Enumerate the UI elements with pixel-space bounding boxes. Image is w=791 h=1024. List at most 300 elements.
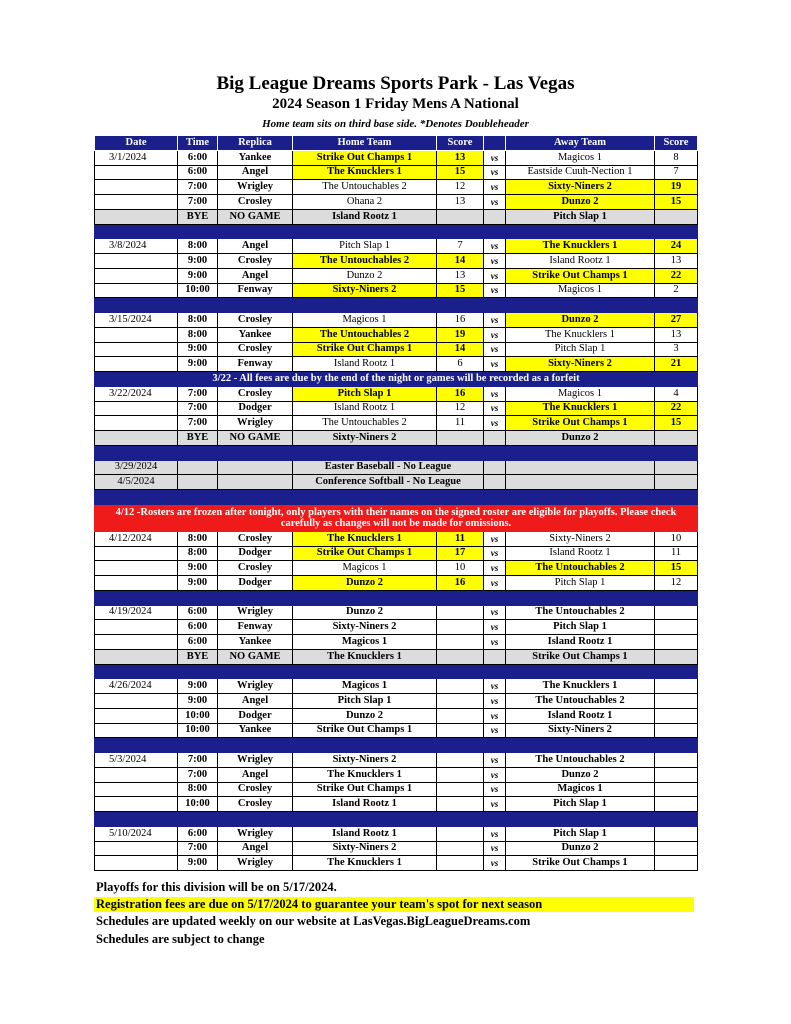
away-team-cell: Dunzo 2 xyxy=(506,841,655,856)
bye-row xyxy=(95,431,698,446)
date-cell xyxy=(95,431,178,446)
separator-cell xyxy=(178,590,218,605)
game-row xyxy=(95,605,698,620)
separator-cell xyxy=(506,590,655,605)
game-row xyxy=(95,342,698,357)
separator-cell xyxy=(655,812,698,827)
week-separator xyxy=(95,445,698,460)
home-score-cell xyxy=(437,856,484,871)
separator-cell xyxy=(655,445,698,460)
separator-cell xyxy=(484,298,506,313)
date-cell: 3/22/2024 xyxy=(95,386,178,401)
game-row xyxy=(95,416,698,431)
home-score-cell xyxy=(437,782,484,797)
game-row xyxy=(95,268,698,283)
away-score-cell xyxy=(655,856,698,871)
no-league-row xyxy=(95,475,698,490)
field-cell: Angel xyxy=(218,165,293,180)
date-cell: 3/15/2024 xyxy=(95,313,178,328)
vs-cell: vs xyxy=(484,753,506,768)
home-team-cell: Dunzo 2 xyxy=(293,708,437,723)
date-cell xyxy=(95,268,178,283)
separator-cell xyxy=(95,490,178,505)
date-cell: 4/12/2024 xyxy=(95,531,178,546)
vs-cell xyxy=(484,460,506,475)
field-cell: Wrigley xyxy=(218,416,293,431)
home-score-cell xyxy=(437,753,484,768)
away-team-cell: Pitch Slap 1 xyxy=(506,342,655,357)
time-cell: 9:00 xyxy=(178,561,218,576)
game-row xyxy=(95,180,698,195)
field-cell: Yankee xyxy=(218,327,293,342)
home-team-cell: Sixty-Niners 2 xyxy=(293,841,437,856)
away-team-cell: Sixty-Niners 2 xyxy=(506,180,655,195)
home-team-cell: Magicos 1 xyxy=(293,635,437,650)
col-header-away-team: Away Team xyxy=(506,136,655,151)
away-score-cell: 2 xyxy=(655,283,698,298)
field-cell: Crosley xyxy=(218,254,293,269)
home-score-cell: 10 xyxy=(437,561,484,576)
away-score-cell xyxy=(655,797,698,812)
date-cell xyxy=(95,327,178,342)
date-cell xyxy=(95,620,178,635)
game-row xyxy=(95,150,698,165)
game-row xyxy=(95,679,698,694)
home-score-cell xyxy=(437,723,484,738)
date-cell xyxy=(95,694,178,709)
home-team-cell: Island Rootz 1 xyxy=(293,797,437,812)
away-score-cell: 7 xyxy=(655,165,698,180)
separator-cell xyxy=(218,664,293,679)
vs-cell xyxy=(484,649,506,664)
time-cell: 9:00 xyxy=(178,342,218,357)
field-cell: Angel xyxy=(218,694,293,709)
vs-cell: vs xyxy=(484,313,506,328)
home-score-cell: 7 xyxy=(437,239,484,254)
field-cell: Crosley xyxy=(218,386,293,401)
home-team-cell: Strike Out Champs 1 xyxy=(293,723,437,738)
home-team-cell: The Knucklers 1 xyxy=(293,165,437,180)
week-separator xyxy=(95,738,698,753)
time-cell: 7:00 xyxy=(178,416,218,431)
game-row xyxy=(95,797,698,812)
separator-cell xyxy=(218,445,293,460)
vs-cell: vs xyxy=(484,679,506,694)
vs-cell: vs xyxy=(484,268,506,283)
separator-cell xyxy=(218,590,293,605)
date-cell xyxy=(95,841,178,856)
time-cell: 10:00 xyxy=(178,797,218,812)
field-cell: Crosley xyxy=(218,797,293,812)
date-cell xyxy=(95,767,178,782)
date-cell xyxy=(95,635,178,650)
away-team-cell: Island Rootz 1 xyxy=(506,708,655,723)
away-score-cell: 12 xyxy=(655,576,698,591)
time-cell: 6:00 xyxy=(178,605,218,620)
vs-cell: vs xyxy=(484,694,506,709)
separator-cell xyxy=(437,664,484,679)
separator-cell xyxy=(95,445,178,460)
home-score-cell xyxy=(437,694,484,709)
game-row xyxy=(95,195,698,210)
home-score-cell: 15 xyxy=(437,283,484,298)
home-score-cell xyxy=(437,649,484,664)
separator-cell xyxy=(95,664,178,679)
home-score-cell: 6 xyxy=(437,357,484,372)
footer-playoffs: Playoffs for this division will be on 5/17/2024. xyxy=(96,880,337,894)
time-cell: 6:00 xyxy=(178,150,218,165)
time-cell: 7:00 xyxy=(178,195,218,210)
field-cell: Dodger xyxy=(218,576,293,591)
time-cell: 6:00 xyxy=(178,635,218,650)
time-cell: 7:00 xyxy=(178,841,218,856)
game-row xyxy=(95,401,698,416)
time-cell: 8:00 xyxy=(178,327,218,342)
home-score-cell xyxy=(437,209,484,224)
separator-cell xyxy=(437,298,484,313)
separator-cell xyxy=(178,490,218,505)
date-cell xyxy=(95,195,178,210)
document-note: Home team sits on third base side. *Denotes Doubleheader xyxy=(262,118,529,130)
game-row xyxy=(95,254,698,269)
separator-cell xyxy=(484,812,506,827)
separator-cell xyxy=(95,590,178,605)
time-cell: 10:00 xyxy=(178,283,218,298)
away-team-cell: Magicos 1 xyxy=(506,150,655,165)
home-score-cell: 13 xyxy=(437,268,484,283)
date-cell xyxy=(95,797,178,812)
home-team-cell: Strike Out Champs 1 xyxy=(293,782,437,797)
game-row xyxy=(95,239,698,254)
away-score-cell xyxy=(655,679,698,694)
field-cell: Crosley xyxy=(218,195,293,210)
separator-cell xyxy=(655,738,698,753)
separator-cell xyxy=(293,812,437,827)
date-cell xyxy=(95,723,178,738)
away-score-cell: 13 xyxy=(655,327,698,342)
vs-cell: vs xyxy=(484,826,506,841)
time-cell: 8:00 xyxy=(178,546,218,561)
time-cell: 9:00 xyxy=(178,694,218,709)
home-team-cell: The Untouchables 2 xyxy=(293,254,437,269)
away-score-cell: 24 xyxy=(655,239,698,254)
fee-notice-row xyxy=(95,372,698,387)
away-team-cell: Magicos 1 xyxy=(506,782,655,797)
time-cell: 8:00 xyxy=(178,313,218,328)
separator-cell xyxy=(506,812,655,827)
home-score-cell xyxy=(437,431,484,446)
field-cell: Wrigley xyxy=(218,856,293,871)
away-score-cell xyxy=(655,649,698,664)
home-team-cell: Pitch Slap 1 xyxy=(293,239,437,254)
time-cell xyxy=(178,475,218,490)
separator-cell xyxy=(655,490,698,505)
away-score-cell: 15 xyxy=(655,561,698,576)
away-score-cell: 22 xyxy=(655,401,698,416)
vs-cell: vs xyxy=(484,782,506,797)
time-cell: 8:00 xyxy=(178,239,218,254)
field-cell: Angel xyxy=(218,841,293,856)
vs-cell: vs xyxy=(484,856,506,871)
col-header-away-score: Score xyxy=(655,136,698,151)
vs-cell: vs xyxy=(484,841,506,856)
separator-cell xyxy=(95,224,178,239)
home-team-cell: Ohana 2 xyxy=(293,195,437,210)
date-cell xyxy=(95,416,178,431)
game-row xyxy=(95,841,698,856)
field-cell: Wrigley xyxy=(218,605,293,620)
date-cell xyxy=(95,708,178,723)
separator-cell xyxy=(293,664,437,679)
game-row xyxy=(95,753,698,768)
separator-cell xyxy=(293,490,437,505)
date-cell xyxy=(95,856,178,871)
field-cell: Crosley xyxy=(218,313,293,328)
away-score-cell xyxy=(655,620,698,635)
vs-cell xyxy=(484,209,506,224)
document-subtitle: 2024 Season 1 Friday Mens A National xyxy=(272,96,519,112)
home-score-cell: 13 xyxy=(437,195,484,210)
field-cell: Dodger xyxy=(218,546,293,561)
home-score-cell xyxy=(437,620,484,635)
date-cell xyxy=(95,576,178,591)
home-score-cell xyxy=(437,826,484,841)
away-score-cell xyxy=(655,694,698,709)
schedule-body xyxy=(95,136,698,871)
game-row xyxy=(95,635,698,650)
field-cell: Crosley xyxy=(218,782,293,797)
week-separator xyxy=(95,298,698,313)
date-cell: 4/19/2024 xyxy=(95,605,178,620)
separator-cell xyxy=(655,590,698,605)
field-cell: NO GAME xyxy=(218,649,293,664)
home-team-cell: Magicos 1 xyxy=(293,313,437,328)
away-team-cell xyxy=(506,475,655,490)
game-row xyxy=(95,283,698,298)
vs-cell: vs xyxy=(484,239,506,254)
away-team-cell: The Untouchables 2 xyxy=(506,753,655,768)
field-cell: Angel xyxy=(218,239,293,254)
away-score-cell: 10 xyxy=(655,531,698,546)
away-team-cell: Island Rootz 1 xyxy=(506,254,655,269)
time-cell: 7:00 xyxy=(178,386,218,401)
game-row xyxy=(95,782,698,797)
vs-cell: vs xyxy=(484,767,506,782)
separator-cell xyxy=(293,445,437,460)
week-separator xyxy=(95,590,698,605)
footer-registration: Registration fees are due on 5/17/2024 to guarantee your team's spot for next season xyxy=(94,897,694,912)
home-score-cell: 13 xyxy=(437,150,484,165)
away-team-cell: Eastside Cuuh-Nection 1 xyxy=(506,165,655,180)
away-team-cell: Pitch Slap 1 xyxy=(506,620,655,635)
away-team-cell: Dunzo 2 xyxy=(506,313,655,328)
separator-cell xyxy=(218,298,293,313)
field-cell: Crosley xyxy=(218,342,293,357)
game-row xyxy=(95,767,698,782)
away-team-cell: Strike Out Champs 1 xyxy=(506,416,655,431)
bye-row xyxy=(95,649,698,664)
separator-cell xyxy=(506,298,655,313)
home-score-cell: 14 xyxy=(437,254,484,269)
away-score-cell: 4 xyxy=(655,386,698,401)
vs-cell: vs xyxy=(484,708,506,723)
away-team-cell: Strike Out Champs 1 xyxy=(506,649,655,664)
home-score-cell: 15 xyxy=(437,165,484,180)
game-row xyxy=(95,531,698,546)
away-team-cell: Sixty-Niners 2 xyxy=(506,723,655,738)
header-row xyxy=(95,136,698,151)
week-separator xyxy=(95,664,698,679)
date-cell xyxy=(95,209,178,224)
game-row xyxy=(95,546,698,561)
time-cell: 6:00 xyxy=(178,620,218,635)
home-team-cell: The Untouchables 2 xyxy=(293,180,437,195)
away-team-cell: Magicos 1 xyxy=(506,386,655,401)
time-cell: 8:00 xyxy=(178,782,218,797)
separator-cell xyxy=(484,224,506,239)
field-cell: NO GAME xyxy=(218,431,293,446)
away-team-cell: The Knucklers 1 xyxy=(506,327,655,342)
home-score-cell: 16 xyxy=(437,313,484,328)
time-cell: 9:00 xyxy=(178,679,218,694)
away-score-cell: 13 xyxy=(655,254,698,269)
fee-notice: 3/22 - All fees are due by the end of the night or games will be recorded as a forfeit xyxy=(95,372,698,387)
away-score-cell xyxy=(655,209,698,224)
col-header-replica: Replica xyxy=(218,136,293,151)
game-row xyxy=(95,723,698,738)
home-team-cell: The Knucklers 1 xyxy=(293,531,437,546)
away-score-cell xyxy=(655,708,698,723)
separator-cell xyxy=(178,812,218,827)
away-score-cell xyxy=(655,841,698,856)
home-team-cell: Strike Out Champs 1 xyxy=(293,342,437,357)
separator-cell xyxy=(484,590,506,605)
separator-cell xyxy=(178,445,218,460)
home-score-cell xyxy=(437,841,484,856)
schedule-table xyxy=(94,135,698,871)
field-cell: Yankee xyxy=(218,723,293,738)
away-team-cell: Strike Out Champs 1 xyxy=(506,268,655,283)
home-team-cell: Dunzo 2 xyxy=(293,576,437,591)
separator-cell xyxy=(218,812,293,827)
separator-cell xyxy=(437,224,484,239)
separator-cell xyxy=(484,490,506,505)
separator-cell xyxy=(95,812,178,827)
time-cell: 9:00 xyxy=(178,856,218,871)
home-team-cell: Island Rootz 1 xyxy=(293,209,437,224)
col-header-time: Time xyxy=(178,136,218,151)
time-cell: 9:00 xyxy=(178,268,218,283)
date-cell xyxy=(95,546,178,561)
away-team-cell: Island Rootz 1 xyxy=(506,635,655,650)
field-cell: Wrigley xyxy=(218,826,293,841)
vs-cell: vs xyxy=(484,797,506,812)
field-cell: Yankee xyxy=(218,635,293,650)
date-cell xyxy=(95,357,178,372)
time-cell: BYE xyxy=(178,431,218,446)
date-cell: 4/5/2024 xyxy=(95,475,178,490)
home-team-cell: Island Rootz 1 xyxy=(293,357,437,372)
time-cell: 6:00 xyxy=(178,165,218,180)
home-team-cell: Sixty-Niners 2 xyxy=(293,283,437,298)
home-score-cell xyxy=(437,797,484,812)
game-row xyxy=(95,327,698,342)
separator-cell xyxy=(484,738,506,753)
separator-cell xyxy=(95,298,178,313)
home-team-cell: The Knucklers 1 xyxy=(293,649,437,664)
home-team-cell: The Untouchables 2 xyxy=(293,327,437,342)
field-cell: Wrigley xyxy=(218,180,293,195)
home-team-cell: Sixty-Niners 2 xyxy=(293,620,437,635)
vs-cell: vs xyxy=(484,620,506,635)
separator-cell xyxy=(293,224,437,239)
home-score-cell: 12 xyxy=(437,401,484,416)
home-score-cell: 12 xyxy=(437,180,484,195)
time-cell: 7:00 xyxy=(178,180,218,195)
time-cell: BYE xyxy=(178,209,218,224)
separator-cell xyxy=(95,738,178,753)
vs-cell: vs xyxy=(484,165,506,180)
game-row xyxy=(95,357,698,372)
away-team-cell: The Knucklers 1 xyxy=(506,679,655,694)
date-cell xyxy=(95,782,178,797)
home-team-cell: Pitch Slap 1 xyxy=(293,386,437,401)
home-team-cell: The Untouchables 2 xyxy=(293,416,437,431)
vs-cell: vs xyxy=(484,342,506,357)
date-cell xyxy=(95,165,178,180)
home-score-cell: 19 xyxy=(437,327,484,342)
vs-cell: vs xyxy=(484,386,506,401)
away-team-cell: Sixty-Niners 2 xyxy=(506,531,655,546)
away-score-cell: 19 xyxy=(655,180,698,195)
vs-cell: vs xyxy=(484,561,506,576)
no-league-row xyxy=(95,460,698,475)
document-title: Big League Dreams Sports Park - Las Vegas xyxy=(216,73,575,94)
away-team-cell: Dunzo 2 xyxy=(506,431,655,446)
time-cell: 8:00 xyxy=(178,531,218,546)
away-team-cell xyxy=(506,460,655,475)
away-team-cell: The Untouchables 2 xyxy=(506,561,655,576)
home-team-cell: Dunzo 2 xyxy=(293,268,437,283)
no-league-text: Conference Softball - No League xyxy=(293,475,484,490)
vs-cell: vs xyxy=(484,283,506,298)
game-row xyxy=(95,620,698,635)
vs-cell: vs xyxy=(484,401,506,416)
home-team-cell: The Knucklers 1 xyxy=(293,767,437,782)
home-team-cell: Sixty-Niners 2 xyxy=(293,431,437,446)
home-team-cell: Strike Out Champs 1 xyxy=(293,150,437,165)
vs-cell: vs xyxy=(484,180,506,195)
separator-cell xyxy=(178,664,218,679)
away-score-cell: 3 xyxy=(655,342,698,357)
date-cell xyxy=(95,561,178,576)
time-cell: 9:00 xyxy=(178,254,218,269)
footer-subject: Schedules are subject to change xyxy=(96,932,265,946)
away-score-cell xyxy=(655,475,698,490)
game-row xyxy=(95,708,698,723)
away-team-cell: Pitch Slap 1 xyxy=(506,576,655,591)
vs-cell: vs xyxy=(484,605,506,620)
home-score-cell: 14 xyxy=(437,342,484,357)
date-cell: 3/8/2024 xyxy=(95,239,178,254)
field-cell: Fenway xyxy=(218,357,293,372)
separator-cell xyxy=(293,590,437,605)
separator-cell xyxy=(506,664,655,679)
time-cell: 9:00 xyxy=(178,357,218,372)
away-team-cell: Sixty-Niners 2 xyxy=(506,357,655,372)
vs-cell: vs xyxy=(484,531,506,546)
away-team-cell: Dunzo 2 xyxy=(506,195,655,210)
